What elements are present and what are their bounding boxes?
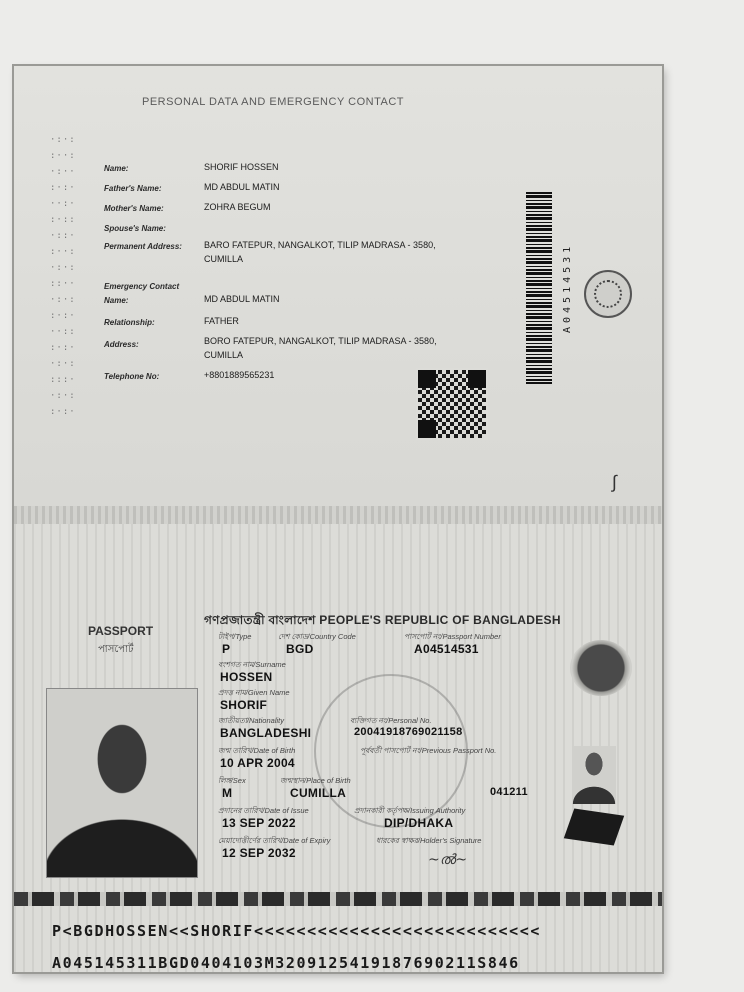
emergency-contact-heading: Emergency Contact (104, 282, 180, 291)
type-value: P (222, 642, 231, 656)
holder-signature-label: ধারকের স্বাক্ষর/Holder's Signature (376, 836, 482, 845)
scanned-passport-sheet (14, 66, 662, 972)
vertical-barcode (526, 192, 552, 384)
name-value: SHORIF HOSSEN (204, 162, 279, 172)
holder-signature: ~ൽ~ (428, 852, 468, 868)
father-name-label: Father's Name: (104, 184, 162, 193)
mrz-line-1: P<BGDHOSSEN<<SHORIF<<<<<<<<<<<<<<<<<<<<<<<<<<< (52, 922, 542, 940)
barcode-number: A04514531 (562, 242, 573, 334)
sex-value: M (222, 786, 233, 800)
nationality-label: জাতীয়তা/Nationality (218, 716, 284, 725)
country-code-value: BGD (286, 642, 314, 656)
emergency-name-label: Name: (104, 296, 129, 305)
mother-name-label: Mother's Name: (104, 204, 164, 213)
passport-number-label: পাসপোর্ট নং/Passport Number (404, 632, 501, 641)
issuing-authority-label: প্রদানকারী কর্তৃপক্ষ/Issuing Authority (354, 806, 466, 815)
previous-passport-label: পূর্ববর্তী পাসপোর্ট নং/Previous Passport No. (360, 746, 497, 755)
emergency-name-value: MD ABDUL MATIN (204, 294, 280, 304)
page-fold (14, 506, 662, 524)
side-number: 041211 (490, 786, 528, 798)
sex-label: লিঙ্গ/Sex (218, 776, 246, 785)
passport-word: PASSPORT (88, 624, 154, 638)
personal-number-value: 20041918769021158 (354, 726, 463, 738)
telephone-value: +8801889565231 (204, 370, 275, 380)
date-of-expiry-value: 12 SEP 2032 (222, 846, 296, 860)
spouse-name-label: Spouse's Name: (104, 224, 166, 233)
holder-photo (46, 688, 198, 878)
government-seal-icon (584, 270, 632, 318)
date-of-issue-value: 13 SEP 2022 (222, 816, 296, 830)
passport-data-page (14, 524, 662, 972)
date-of-birth-label: জন্ম তারিখ/Date of Birth (218, 746, 296, 755)
relationship-label: Relationship: (104, 318, 155, 327)
father-name-value: MD ABDUL MATIN (204, 182, 280, 192)
ghost-photo (572, 746, 616, 804)
surname-label: বংশগত নাম/Surname (218, 660, 286, 669)
surname-value: HOSSEN (220, 670, 273, 684)
country-header: গণপ্রজাতন্ত্রী বাংলাদেশ PEOPLE'S REPUBLIC OF BANGLADESH (204, 613, 561, 627)
place-of-birth-label: জন্মস্থান/Place of Birth (280, 776, 351, 785)
date-of-birth-value: 10 APR 2004 (220, 756, 295, 770)
emergency-address-line1: BORO FATEPUR, NANGALKOT, TILIP MADRASA - 3580, (204, 336, 437, 346)
emblem-hologram-icon (570, 640, 632, 696)
mrz-line-2: A045145311BGD0404103M3209125419187690211S846 (52, 954, 520, 972)
permanent-address-line1: BARO FATEPUR, NANGALKOT, TILIP MADRASA - 3580, (204, 240, 436, 250)
place-of-birth-value: CUMILLA (290, 786, 347, 800)
emergency-address-label: Address: (104, 340, 139, 349)
page-curl-mark: ∫ (612, 472, 617, 492)
issuing-authority-value: DIP/DHAKA (384, 816, 454, 830)
perforated-number: ·:·: :··: ·:·· :·:· ··:· :·:: ·::· :··: ·:·: ::·· ·:·: :·:· ··:: :·:· ·:·: :::· ·:·: :·:· (50, 135, 76, 417)
security-band (14, 892, 662, 906)
emergency-address-line2: CUMILLA (204, 350, 244, 360)
passport-word-bangla: পাসপোর্ট (98, 644, 134, 655)
flag-hologram-icon (564, 809, 624, 846)
qr-code (416, 368, 488, 440)
date-of-expiry-label: মেয়াদোত্তীর্ণের তারিখ/Date of Expiry (218, 836, 331, 845)
page-title: PERSONAL DATA AND EMERGENCY CONTACT (142, 96, 404, 108)
permanent-address-label: Permanent Address: (104, 242, 182, 251)
permanent-address-line2: CUMILLA (204, 254, 244, 264)
given-name-value: SHORIF (220, 698, 268, 712)
personal-number-label: ব্যক্তিগত নং/Personal No. (350, 716, 432, 725)
personal-data-page (14, 66, 662, 506)
nationality-value: BANGLADESHI (220, 726, 312, 740)
date-of-issue-label: প্রদানের তারিখ/Date of Issue (218, 806, 309, 815)
type-label: টাইপ/Type (218, 632, 252, 641)
name-label: Name: (104, 164, 129, 173)
mother-name-value: ZOHRA BEGUM (204, 202, 271, 212)
telephone-label: Telephone No: (104, 372, 160, 381)
relationship-value: FATHER (204, 316, 239, 326)
given-name-label: প্রদত্ত নাম/Given Name (218, 688, 290, 697)
passport-number-value: A04514531 (414, 642, 479, 656)
country-code-label: দেশ কোড/Country Code (278, 632, 356, 641)
